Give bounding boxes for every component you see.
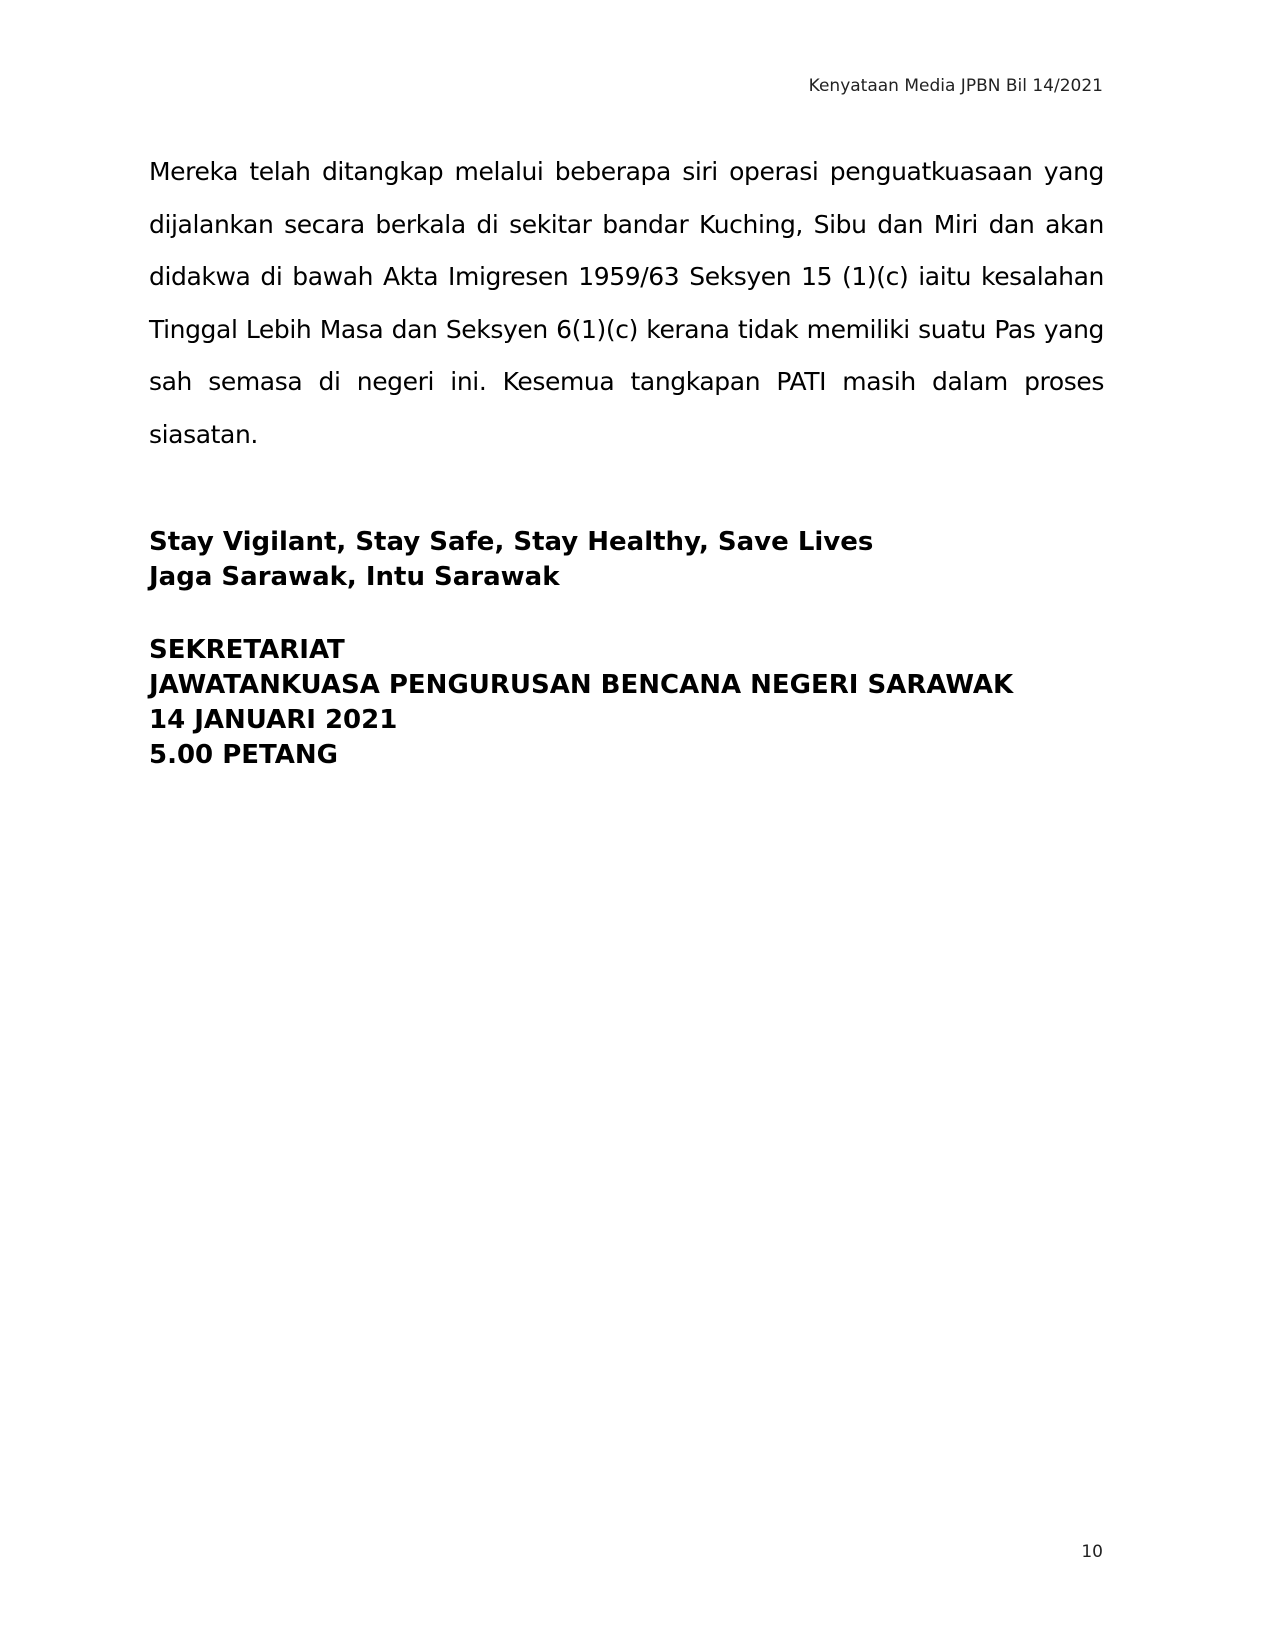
slogan-english: Stay Vigilant, Stay Safe, Stay Healthy, Save Lives	[149, 527, 874, 557]
document-reference-header: Kenyataan Media JPBN Bil 14/2021	[808, 76, 1103, 96]
signature-block	[149, 633, 1013, 773]
page-number: 10	[1081, 1542, 1103, 1562]
slogan-malay: Jaga Sarawak, Intu Sarawak	[149, 562, 560, 592]
signature-date: 14 JANUARI 2021	[149, 705, 398, 735]
signature-secretariat: SEKRETARIAT	[149, 635, 345, 665]
signature-committee: JAWATANKUASA PENGURUSAN BENCANA NEGERI SARAWAK	[149, 670, 1014, 700]
slogans-block	[149, 525, 873, 595]
body-paragraph: Mereka telah ditangkap melalui beberapa siri operasi penguatkuasaan yang dijalankan secara berkala di sekitar bandar Kuching, Sibu dan Miri dan akan didakwa di bawah Akta Imigresen 1959/63 Seksyen 15 (1)(c) iaitu kesalahan Tinggal Lebih Masa dan Seksyen 6(1)(c) kerana tidak memiliki suatu Pas yang sah semasa di negeri ini. Kesemua tangkapan PATI masih dalam proses siasatan.	[149, 157, 1104, 449]
signature-time: 5.00 PETANG	[149, 740, 338, 770]
